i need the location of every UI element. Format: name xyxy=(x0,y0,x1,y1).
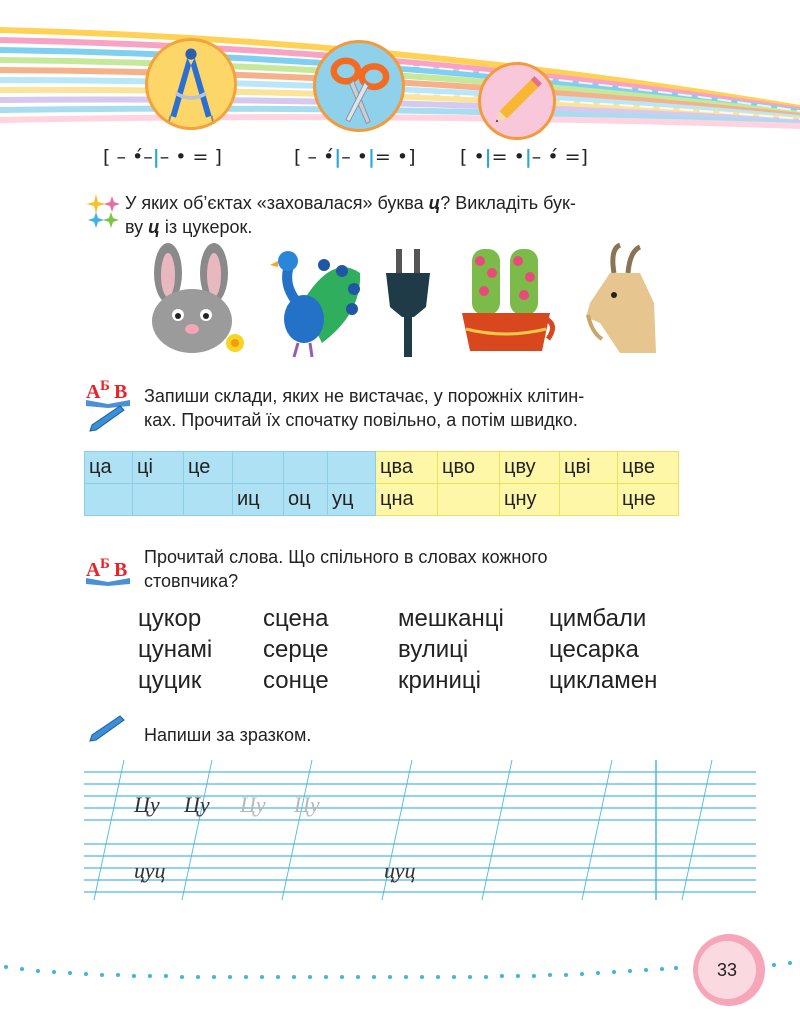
word-column-1 xyxy=(138,603,212,696)
task4-text: Напиши за зразком. xyxy=(144,725,312,745)
word: сонце xyxy=(263,667,329,694)
plug-icon xyxy=(378,243,438,361)
syllable-cell[interactable] xyxy=(284,452,328,484)
syllable-cell: цву xyxy=(500,452,560,484)
pen-icon xyxy=(86,404,126,432)
syllable-cell: цво xyxy=(438,452,500,484)
pencil-medallion xyxy=(478,62,556,140)
sample-cuc-1: цуц xyxy=(134,858,166,883)
syllable-row-2 xyxy=(85,484,679,516)
scissors-medallion xyxy=(313,40,405,132)
syllable-cell: цне xyxy=(618,484,679,516)
word-column-4 xyxy=(549,603,657,696)
task1-text: У яких об’єктах «заховалася» буква ц? Викладіть бук- ву ц із цукерок. xyxy=(125,193,576,237)
syllable-cell[interactable] xyxy=(133,484,184,516)
abc-book-icon xyxy=(84,374,132,408)
syllable-cell: цна xyxy=(376,484,438,516)
syllable-cell[interactable] xyxy=(438,484,500,516)
syllable-cell: ці xyxy=(133,452,184,484)
abc-book-icon xyxy=(84,552,132,586)
sample-cu-trace-1: Цу xyxy=(240,792,266,817)
task3-text: Прочитай слова. Що спільного в словах кожного стовпчика? xyxy=(144,547,548,591)
syllable-cell: цва xyxy=(376,452,438,484)
word: цуцик xyxy=(138,667,202,694)
word-column-3 xyxy=(398,603,504,696)
syllable-cell: цну xyxy=(500,484,560,516)
rabbit-icon xyxy=(140,243,250,361)
compass-medallion xyxy=(145,38,237,130)
task2-text: Запиши склади, яких не вистачає, у порожніх клітин- ках. Прочитай їх спочатку повільно, а потім швидко. xyxy=(144,386,585,430)
word: цукор xyxy=(138,605,202,632)
syllable-cell[interactable] xyxy=(233,452,284,484)
pen-icon xyxy=(86,714,126,742)
syllable-cell[interactable] xyxy=(184,484,233,516)
word: серце xyxy=(263,636,329,663)
syllable-cell: оц xyxy=(284,484,328,516)
sound-scheme-pencil: [ •|= •|– •́ =] xyxy=(460,146,588,168)
sample-cu-trace-2: Цу xyxy=(294,792,320,817)
page-number: 33 xyxy=(698,941,756,999)
syllable-cell: ца xyxy=(85,452,133,484)
word: цикламен xyxy=(549,667,658,694)
peacock-icon xyxy=(262,243,362,361)
svg-text:А: А xyxy=(86,381,101,403)
word: криниці xyxy=(398,667,481,694)
syllable-cell[interactable] xyxy=(328,452,376,484)
syllable-cell: цві xyxy=(560,452,618,484)
word: вулиці xyxy=(398,636,469,663)
syllable-cell: уц xyxy=(328,484,376,516)
svg-text:А: А xyxy=(86,559,101,581)
syllable-cell: иц xyxy=(233,484,284,516)
sample-cuc-2: цуц xyxy=(384,858,416,883)
svg-text:Б: Б xyxy=(100,556,110,572)
syllable-row-1 xyxy=(85,452,679,484)
sound-scheme-scissors: [ – •́|– •|= •] xyxy=(294,146,416,168)
goat-icon xyxy=(580,243,660,361)
cactus-pot-icon xyxy=(458,243,558,361)
compass-icon xyxy=(148,41,234,127)
syllable-cell: це xyxy=(184,452,233,484)
svg-text:Б: Б xyxy=(100,378,110,394)
svg-text:В: В xyxy=(114,559,128,581)
handwriting-samples xyxy=(84,760,756,905)
word: сцена xyxy=(263,605,329,632)
sample-cu-1: Цу xyxy=(134,792,160,817)
syllable-cell[interactable] xyxy=(560,484,618,516)
word: мешканці xyxy=(398,605,504,632)
word: цунамі xyxy=(138,636,213,663)
syllable-table xyxy=(84,451,679,516)
svg-text:В: В xyxy=(114,381,128,403)
task1-pictures xyxy=(140,243,660,361)
sound-scheme-compass: [ – •́–|– • = ] xyxy=(103,146,222,168)
word: цимбали xyxy=(549,605,647,632)
syllable-cell[interactable] xyxy=(85,484,133,516)
word: цесарка xyxy=(549,636,639,663)
footer-dotted-line xyxy=(0,955,800,995)
pencil-icon xyxy=(481,65,553,137)
sample-cu-2: Цу xyxy=(184,792,210,817)
word-column-2 xyxy=(263,603,329,696)
syllable-cell: цве xyxy=(618,452,679,484)
sparkle-stars-icon xyxy=(84,192,124,232)
scissors-icon xyxy=(316,43,402,129)
